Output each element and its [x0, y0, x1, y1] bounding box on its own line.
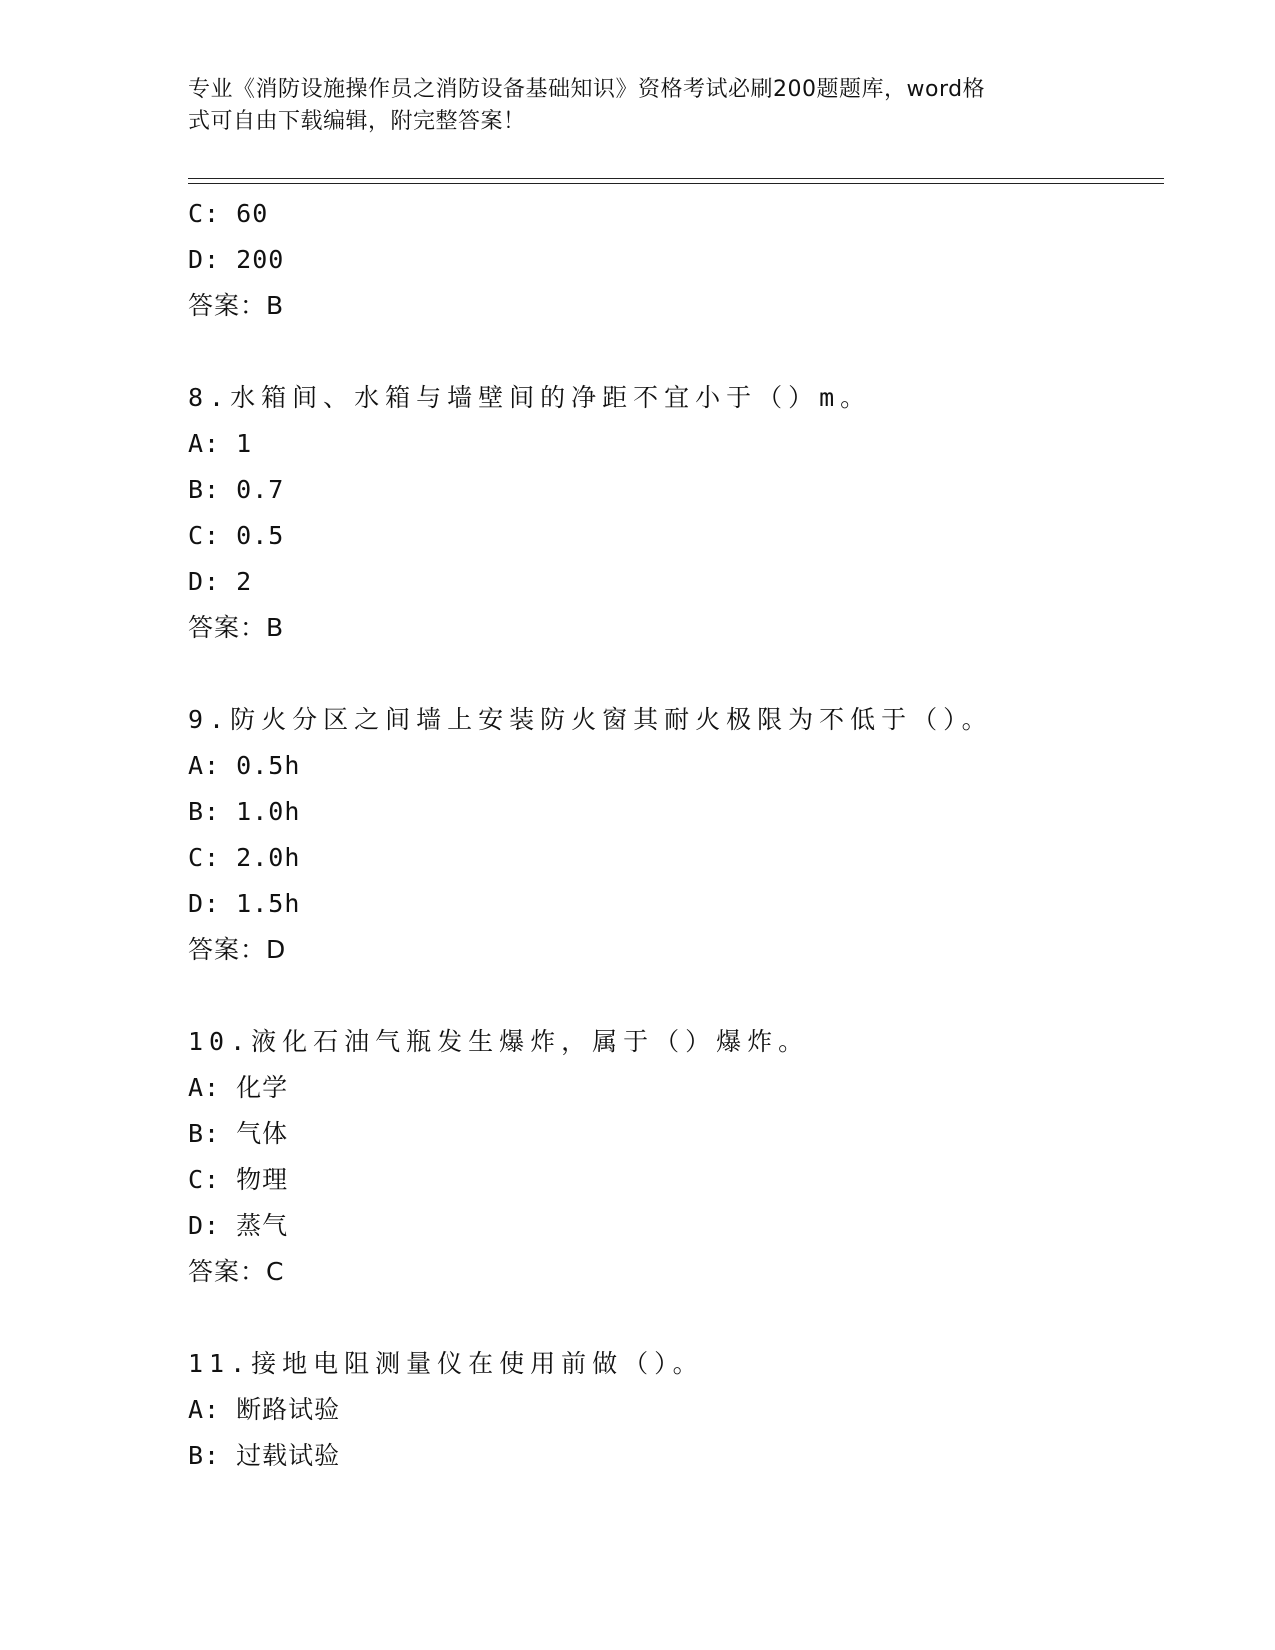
answer-line: 答案：C: [188, 1257, 285, 1286]
option-text: 0.5: [236, 521, 285, 550]
option-text: 蒸气: [236, 1211, 289, 1240]
option-c: [188, 1157, 1164, 1203]
option-text: 气体: [236, 1119, 289, 1148]
question-8: [188, 375, 1164, 651]
option-d: [188, 559, 1164, 605]
option-label: B:: [188, 797, 221, 826]
spacer: [188, 1295, 1164, 1341]
header-divider-top: [188, 178, 1164, 179]
option-b: [188, 467, 1164, 513]
option-b: [188, 789, 1164, 835]
option-a: [188, 1065, 1164, 1111]
answer-line: 答案：B: [188, 291, 285, 320]
header-line-2: 式可自由下载编辑，附完整答案！: [188, 109, 526, 134]
option-a: [188, 1387, 1164, 1433]
question-10: [188, 1019, 1164, 1295]
option-text: 1.0h: [236, 797, 301, 826]
option-text: 0.7: [236, 475, 285, 504]
question-9: [188, 697, 1164, 973]
option-text: 化学: [236, 1073, 289, 1102]
option-label: C:: [188, 1165, 221, 1194]
option-text: 0.5h: [236, 751, 301, 780]
option-label: C:: [188, 199, 221, 228]
spacer: [188, 329, 1164, 375]
answer-line: 答案：D: [188, 935, 287, 964]
option-d: [188, 237, 1164, 283]
option-text: 过载试验: [236, 1441, 341, 1470]
option-label: D:: [188, 245, 221, 274]
option-label: A:: [188, 429, 221, 458]
prev-question-tail: [188, 191, 1164, 329]
option-text: 断路试验: [236, 1395, 341, 1424]
option-label: C:: [188, 843, 221, 872]
option-c: [188, 191, 1164, 237]
option-a: [188, 743, 1164, 789]
option-text: 1: [236, 429, 253, 458]
option-c: [188, 835, 1164, 881]
spacer: [188, 651, 1164, 697]
option-label: B:: [188, 1119, 221, 1148]
option-text: 200: [236, 245, 285, 274]
option-d: [188, 1203, 1164, 1249]
option-a: [188, 421, 1164, 467]
option-text: 物理: [236, 1165, 289, 1194]
option-c: [188, 513, 1164, 559]
question-stem: 9.防火分区之间墙上安装防火窗其耐火极限为不低于（）。: [188, 705, 993, 734]
question-stem: 8.水箱间、水箱与墙壁间的净距不宜小于（）m。: [188, 383, 872, 412]
option-label: B:: [188, 1441, 221, 1470]
option-text: 1.5h: [236, 889, 301, 918]
option-text: 2: [236, 567, 253, 596]
option-label: D:: [188, 1211, 221, 1240]
option-label: D:: [188, 889, 221, 918]
option-label: B:: [188, 475, 221, 504]
option-text: 60: [236, 199, 269, 228]
option-b: [188, 1433, 1164, 1479]
option-text: 2.0h: [236, 843, 301, 872]
option-label: A:: [188, 1073, 221, 1102]
question-list: [188, 191, 1164, 1479]
option-label: A:: [188, 1395, 221, 1424]
option-label: C:: [188, 521, 221, 550]
question-stem: 10.液化石油气瓶发生爆炸，属于（）爆炸。: [188, 1027, 810, 1056]
option-b: [188, 1111, 1164, 1157]
answer-line: 答案：B: [188, 613, 285, 642]
header-line-1: 专业《消防设施操作员之消防设备基础知识》资格考试必刷200题题库，word格: [188, 77, 986, 102]
option-label: D:: [188, 567, 221, 596]
document-header: [188, 74, 1068, 138]
option-d: [188, 881, 1164, 927]
spacer: [188, 973, 1164, 1019]
header-divider-bottom: [188, 183, 1164, 184]
option-label: A:: [188, 751, 221, 780]
question-11: [188, 1341, 1164, 1479]
question-stem: 11.接地电阻测量仪在使用前做（）。: [188, 1349, 704, 1378]
